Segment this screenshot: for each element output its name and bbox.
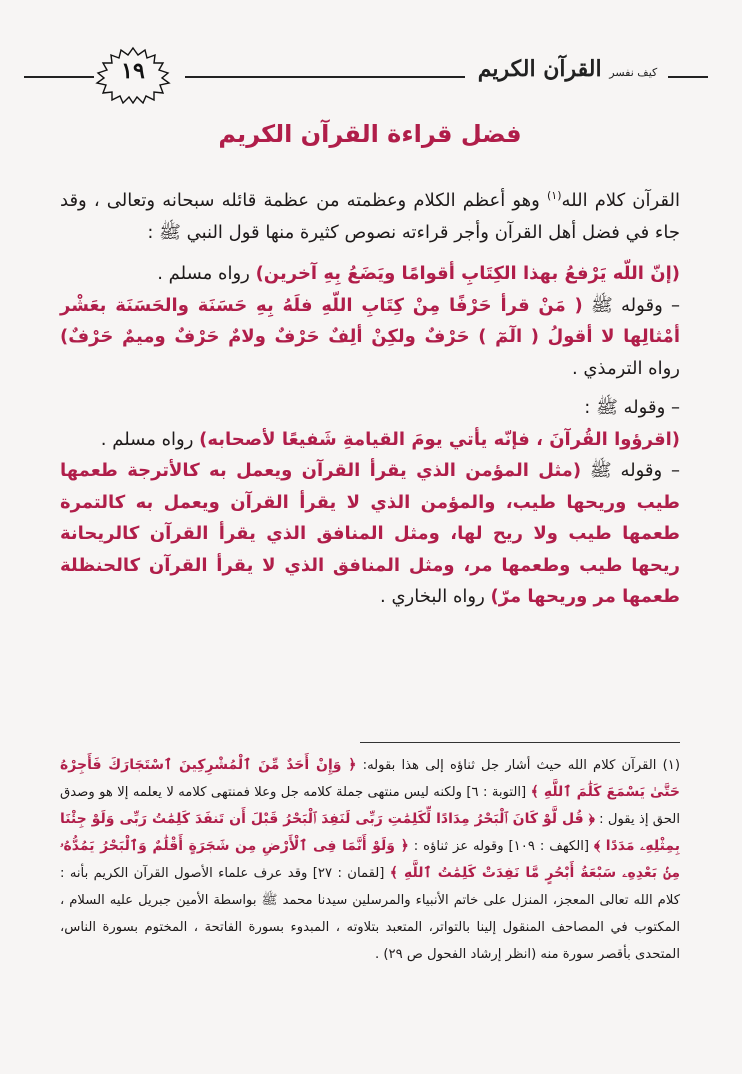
hadith-source-4: رواه البخاري .: [380, 586, 491, 607]
footnote: [60, 752, 680, 968]
footnote-verse-3: ﴿ وَلَوْ أَنَّمَا فِى ٱلْأَرْضِ مِن شَجَرَةٍ أَقْلَٰمٌ وَٱلْبَحْرُ يَمُدُّهُۥ مِنۢ بَعْدِهِۦ سَبْعَةُ أَبْحُرٍ مَّا نَفِدَتْ كَلِمَٰتُ ٱللَّهِ ﴾: [60, 838, 680, 881]
hadith-quote-2: ( مَنْ قرأ حَرْفًا مِنْ كِتَابِ اللّهِ فلَهُ بِهِ حَسَنَة والحَسَنَة بعَشْر أمْثالِها لا أقولُ ( الٓمٓ ) حَرْفٌ ولكِنْ ألِفٌ حَرْفٌ ولامٌ حَرْفٌ وميمٌ حَرْفٌ): [60, 294, 680, 347]
hadith-source-1: رواه مسلم .: [157, 263, 256, 284]
hadith-source-2: رواه الترمذي .: [571, 357, 680, 379]
running-header-title: [470, 56, 665, 82]
footnote-verse-2: ﴿ قُل لَّوْ كَانَ ٱلْبَحْرُ مِدَادًا لِّكَلِمَٰتِ رَبِّى لَنَفِدَ ٱلْبَحْرُ قَبْلَ أَن تَنفَدَ كَلِمَٰتُ رَبِّى وَلَوْ جِئْنَا بِمِثْلِهِۦ مَدَدًا ﴾: [60, 811, 680, 854]
footnote-text-4: [لقمان : ٢٧] وقد عرف علماء الأصول القرآن الكريم بأنه : كلام الله تعالى المعجز، المنزل على خاتم الأنبياء والمرسلين سيدنا محمد ﷺ بواسطة الأمين جبريل عليه السلام ، المكتوب في المصاحف المنقول إلينا بالتواتر، المتعبد بتلاوته ، المبدوء بسورة الفاتحة ، المختوم بسورة الناس، المتحدى بأقصر سورة منه (انظر إرشاد الفحول ص ٢٩) .: [60, 866, 680, 962]
section-heading: فضل قراءة القرآن الكريم: [218, 120, 522, 148]
paragraph-hadith3-lead: [60, 392, 680, 424]
footnote-separator: [360, 742, 680, 743]
header-rule-left: [24, 76, 94, 78]
hadith-lead-3: – وقوله ﷺ :: [584, 397, 680, 418]
intro-text-a: القرآن كلام الله: [561, 190, 680, 211]
hadith-lead-2: – وقوله ﷺ: [582, 294, 681, 316]
footnote-verse-1: ﴿ وَإِنْ أَحَدٌ مِّنَ ٱلْمُشْرِكِينَ ٱسْتَجَارَكَ فَأَجِرْهُ حَتَّىٰ يَسْمَعَ كَلَٰمَ ٱللَّهِ ﴾: [60, 757, 680, 800]
page-number: ١٩: [121, 58, 145, 84]
running-header-book: القرآن الكريم: [477, 56, 602, 82]
header-rule-right: [185, 76, 465, 78]
paragraph-hadith3: [60, 424, 680, 456]
running-header-prefix: كيف نفسر: [609, 66, 658, 79]
hadith-quote-4: (مثل المؤمن الذي يقرأ القرآن ويعمل به كالأترجة طعمها طيب وريحها طيب، والمؤمن الذي لا يقرأ القرآن ويعمل به كالتمرة طعمها طيب ولا ريح لها، ومثل المنافق الذي يقرأ القرآن كالريحانة ريحها طيب وطعمها مر، ومثل المنافق الذي لا يقرأ القرآن كالحنظلة طعمها مر وريحها مرّ): [60, 460, 680, 607]
footnote-ref: (١): [546, 189, 562, 202]
paragraph-hadith2: [60, 290, 680, 385]
hadith-lead-4: – وقوله ﷺ: [581, 460, 680, 481]
hadith-source-3: رواه مسلم .: [100, 428, 200, 450]
footnote-text-2: [التوبة : ٦] ولكنه ليس منتهى جملة كلامه جل وعلا فمنتهى كلامه لا يعلمه إلا هو وصدق الحق إذ يقول :: [60, 785, 680, 827]
hadith-quote-3: (اقرؤوا القُرآنَ ، فإنّه يأتي يومَ القيامةِ شَفيعًا لأصحابه): [199, 428, 680, 450]
paragraph-hadith1: [60, 258, 680, 290]
intro-text-b: وهو أعظم الكلام وعظمته من عظمة قائله سبحانه وتعالى ، وقد جاء في فضل أهل القرآن وأجر قراءته نصوص كثيرة منها قول النبي ﷺ :: [60, 190, 680, 243]
main-text: [60, 180, 680, 613]
footnote-text: [60, 752, 680, 968]
paragraph-hadith4: [60, 455, 680, 613]
footnote-text-1: (١) القرآن كلام الله حيث أشار جل ثناؤه إلى هذا بقوله:: [356, 758, 680, 773]
footnote-text-3: [الكهف : ١٠٩] وقوله عز ثناؤه :: [408, 839, 594, 854]
paragraph-intro: [60, 180, 680, 248]
header-rule-far: [668, 76, 708, 78]
hadith-quote-1: (إنّ اللّه يَرْفعُ بهذا الكِتَابِ أقوامًا ويَضَعُ بِهِ آخرين): [255, 263, 680, 284]
